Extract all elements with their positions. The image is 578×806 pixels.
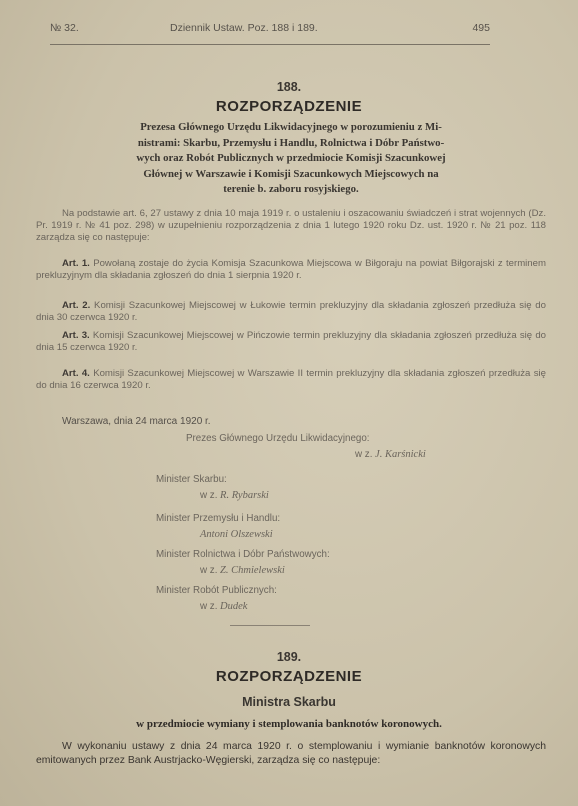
article-3 [36,330,546,354]
article-1 [36,258,546,282]
signatory-role: Minister Przemysłu i Handlu: [156,513,281,524]
article-2 [36,300,546,324]
page-number: 495 [472,22,490,34]
issue-number: № 32. [50,22,79,34]
issuer-line: nistrami: Skarbu, Przemysłu i Handlu, Rolnictwa i Dóbr Państwo- [137,136,445,149]
section-divider [230,625,310,626]
decree-189-title: ROZPORZĄDZENIE [215,668,363,685]
issuer-line: Głównej w Warszawie i Komisji Szacunkowych Miejscowych na [143,167,439,180]
signatory-name: Antoni Olszewski [200,529,273,540]
decree-188-title: ROZPORZĄDZENIE [215,98,363,115]
decree-188-issuer [36,120,546,198]
preamble-text: Na podstawie art. 6, 27 ustawy z dnia 10 maja 1919 r. o ustaleniu i oszacowaniu świadczeń i strat wojennych (Dz. Pr. 1919 r. № 41 poz. 298) w uzupełnieniu rozporządzenia z dnia 1 lutego 1920 roku Dz. ust. 1920 r. № 21 poz. 118 zarządza się co następuje: [36,208,546,243]
signatory-role: Prezes Głównego Urzędu Likwidacyjnego: [186,433,370,444]
article-label: Art. 4. [62,368,90,379]
article-label: Art. 3. [62,330,90,341]
decree-189-body [36,740,546,767]
article-text: Komisji Szacunkowej Miejscowej w Pińczowie termin prekluzyjny dla składania zgłoszeń przedłuża się do dnia 15 czerwca 1920 r. [36,330,546,353]
decree-188-preamble [36,208,546,244]
decree-188-number: 188. [276,80,302,94]
issuer-line: wych oraz Robót Publicznych w przedmiocie Komisji Szacunkowej [136,152,446,164]
signatory-role: Minister Rolnictwa i Dóbr Państwowych: [156,549,330,560]
signatory-name: w z. J. Karśnicki [355,449,426,460]
issuer-line: terenie b. zaboru rosyjskiego. [223,183,359,195]
journal-title: Dziennik Ustaw. Poz. 188 i 189. [170,22,318,34]
signatory-role: Minister Skarbu: [156,474,227,485]
decree-189-number: 189. [276,650,302,664]
decree-189-subject: w przedmiocie wymiany i stemplowania banknotów koronowych. [136,718,442,730]
running-header [50,22,490,38]
header-rule [50,44,490,45]
decree-189-text: W wykonaniu ustawy z dnia 24 marca 1920 r. o stemplowaniu i wymianie banknotów koronowych emitowanych przez Bank Austrjacko-Węgierski, zarządza się co następuje: [36,741,546,766]
article-text: Komisji Szacunkowej Miejscowej w Warszawie II termin prekluzyjny dla składania zgłoszeń przedłuża się do dnia 16 czerwca 1920 r. [36,368,546,391]
signatory-role: Minister Robót Publicznych: [156,585,277,596]
article-label: Art. 2. [62,300,91,311]
dateline: Warszawa, dnia 24 marca 1920 r. [62,416,211,427]
article-label: Art. 1. [62,258,90,269]
signatory-name: w z. Z. Chmielewski [200,565,285,576]
decree-189-issuer: Ministra Skarbu [242,695,336,709]
article-4 [36,368,546,392]
article-text: Powołaną zostaje do życia Komisja Szacunkowa Miejscowa w Biłgoraju na powiat Biłgorajski z terminem prekluzyjnym dla składania zgłoszeń do dnia 1 sierpnia 1920 r. [36,258,546,281]
article-text: Komisji Szacunkowej Miejscowej w Łukowie termin prekluzyjny dla składania zgłoszeń przedłuża się do dnia 30 czerwca 1920 r. [36,300,546,323]
signatory-name: w z. Dudek [200,601,248,612]
signatory-name: w z. R. Rybarski [200,490,269,501]
issuer-line: Prezesa Głównego Urzędu Likwidacyjnego w porozumieniu z Mi- [140,121,442,133]
